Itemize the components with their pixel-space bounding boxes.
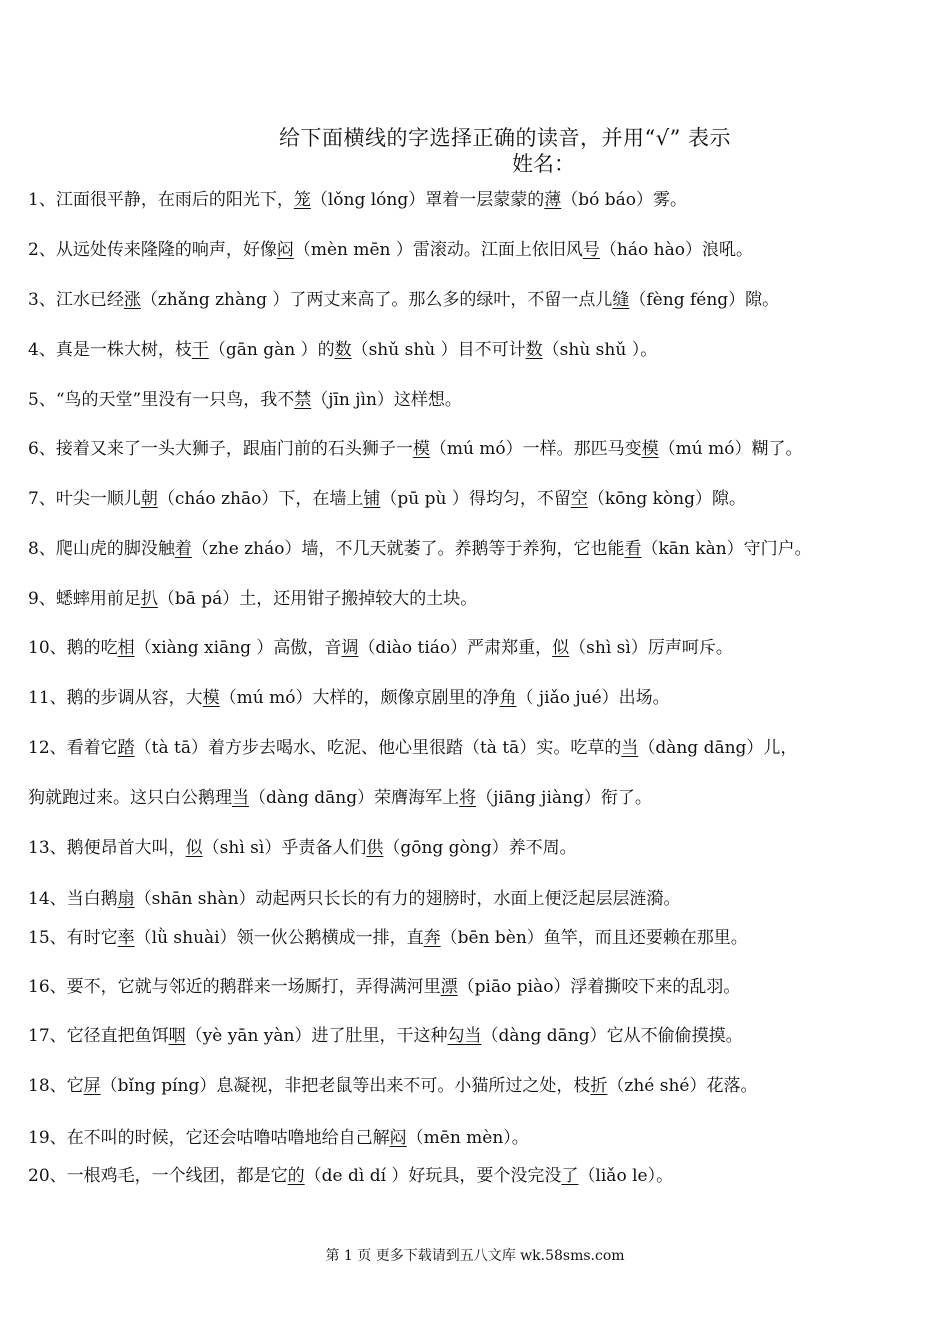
question-20: 20、一根鸡毛，一个线团，都是它的（de dì dí ）好玩具，要个没完没了（liǎo le）。 [28, 1166, 674, 1186]
question-19: 19、在不叫的时候，它还会咕噜咕噜地给自己解闷（mēn mèn）。 [28, 1128, 529, 1148]
question-10: 10、鹅的吃相（xiàng xiāng ）高傲，音调（diào tiáo）严肃郑重，似（shì sì）厉声呵斥。 [28, 638, 733, 658]
page-title [0, 122, 950, 152]
question-15: 15、有时它率（lǜ shuài）领一伙公鹅横成一排，直奔（bēn bèn）鱼竿，而且还要赖在那里。 [28, 928, 748, 948]
question-5: 5、“鸟的天堂”里没有一只鸟，我不禁（jīn jìn）这样想。 [28, 390, 462, 410]
question-6: 6、接着又来了一头大狮子，跟庙门前的石头狮子一模（mú mó）一样。那匹马变模（mú mó）糊了。 [28, 439, 803, 459]
question-9: 9、蟋蟀用前足扒（bā pá）土，还用钳子搬掉较大的土块。 [28, 589, 478, 609]
page-footer: 第 1 页 更多下载请到五八文库 wk.58sms.com [325, 1248, 625, 1264]
name-label: 姓名： [512, 152, 575, 176]
question-17: 17、它径直把鱼饵咽（yè yān yàn）进了肚里，干这种勾当（dàng dāng）它从不偷偷摸摸。 [28, 1026, 743, 1046]
question-18: 18、它屏（bǐng píng）息凝视，非把老鼠等出来不可。小猫所过之处，枝折（zhé shé）花落。 [28, 1076, 758, 1096]
question-12: 12、看着它踏（tà tā）着方步去喝水、吃泥、他心里很踏（tà tā）实。吃草的当（dàng dāng）儿， [28, 738, 798, 758]
question-2: 2、从远处传来隆隆的响声，好像闷（mèn mēn ）雷滚动。江面上依旧风号（háo hào）浪吼。 [28, 240, 753, 260]
question-16: 16、要不，它就与邻近的鹅群来一场厮打，弄得满河里漂（piāo piào）浮着撕咬下来的乱羽。 [28, 977, 741, 997]
question-8: 8、爬山虎的脚没触着（zhe zháo）墙，不几天就萎了。养鹅等于养狗，它也能看（kān kàn）守门户。 [28, 539, 812, 559]
question-1: 1、江面很平静，在雨后的阳光下，笼（lǒng lóng）罩着一层蒙蒙的薄（bó báo）雾。 [28, 190, 688, 210]
question-13: 13、鹅便昂首大叫，似（shì sì）乎责备人们供（gōng gòng）养不周。 [28, 838, 577, 858]
question-14: 14、当白鹅扇（shān shàn）动起两只长长的有力的翅膀时，水面上便泛起层层涟漪。 [28, 889, 681, 909]
question-12-continued: 狗就跑过来。这只白公鹅理当（dàng dāng）荣膺海军上将（jiāng jiàng）衔了。 [28, 788, 652, 808]
question-4: 4、真是一株大树，枝干（gān gàn ）的数（shǔ shù ）目不可计数（shù shǔ ）。 [28, 340, 658, 360]
title-text: 给下面横线的字选择正确的读音，并用“√” 表示 [278, 126, 732, 150]
question-7: 7、叶尖一顺儿朝（cháo zhāo）下，在墙上铺（pū pù ）得均匀，不留空（kōng kòng）隙。 [28, 489, 746, 509]
question-11: 11、鹅的步调从容，大模（mú mó）大样的，颇像京剧里的净角（ jiǎo jué）出场。 [28, 688, 670, 708]
question-3: 3、江水已经涨（zhǎng zhàng ）了两丈来高了。那么多的绿叶，不留一点儿缝（fèng féng）隙。 [28, 290, 780, 310]
